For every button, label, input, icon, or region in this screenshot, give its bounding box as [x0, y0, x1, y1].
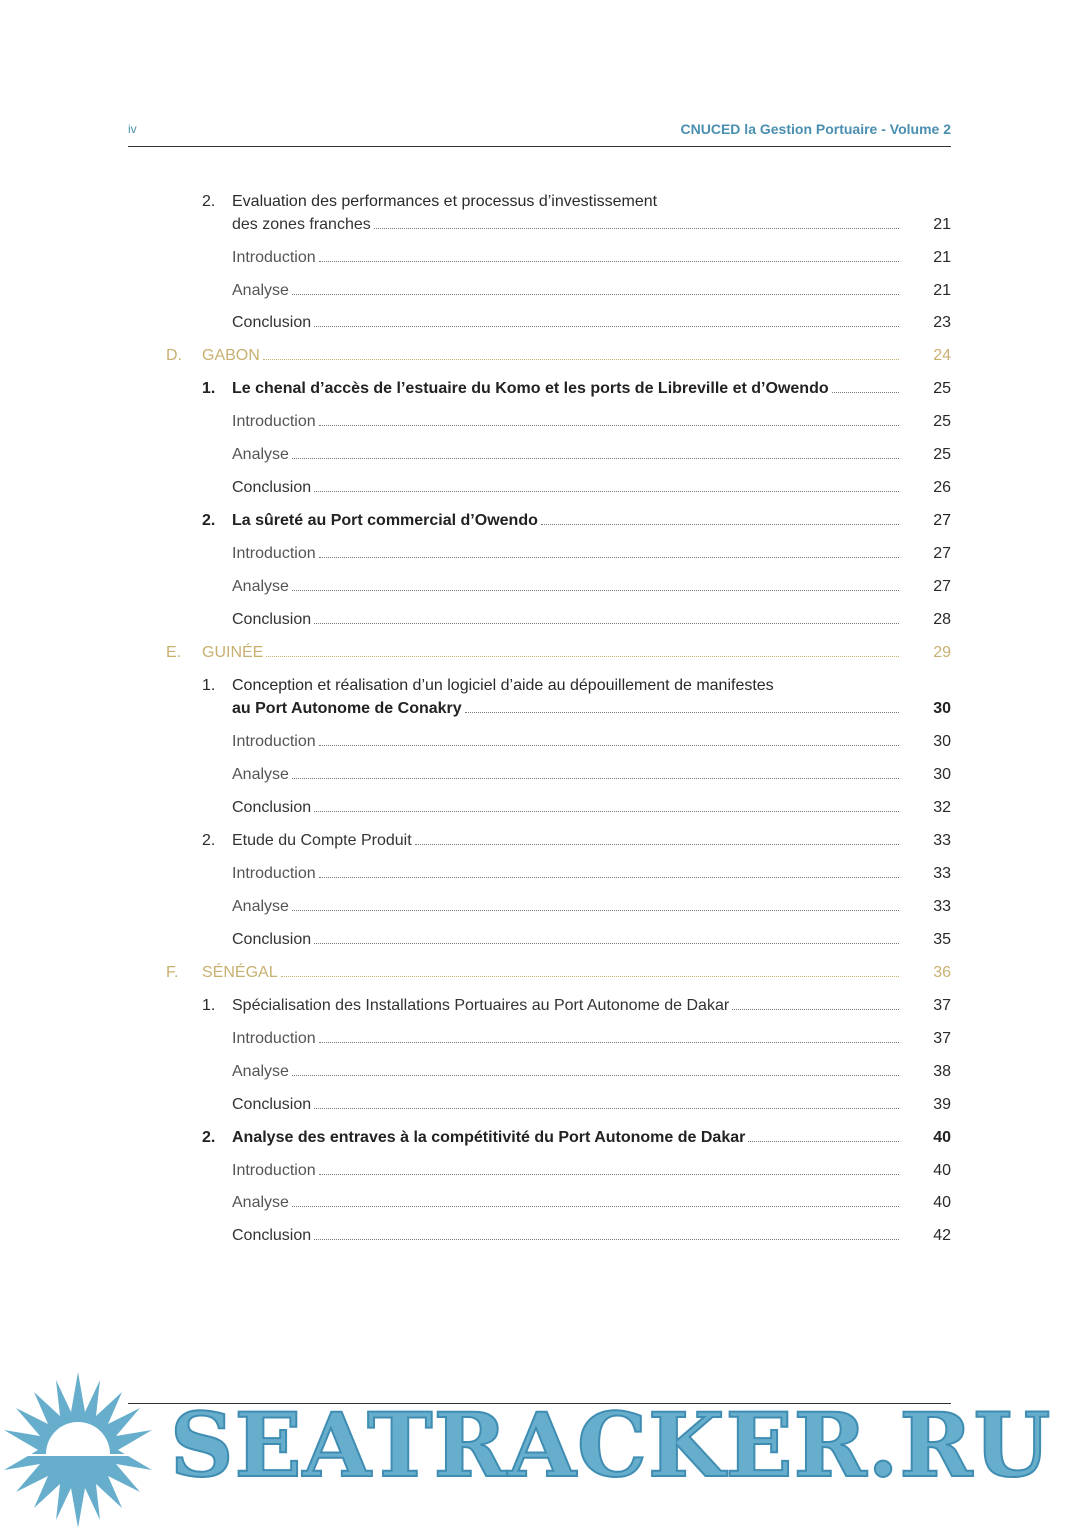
toc-subitem[interactable] [0, 1093, 1080, 1117]
page-header [128, 118, 951, 147]
toc-page-number: 42 [933, 1227, 951, 1244]
toc-page-number: 40 [933, 1194, 951, 1211]
toc-page-number: 35 [933, 931, 951, 948]
leader-dots [319, 557, 899, 558]
leader-dots [319, 425, 899, 426]
toc-subitem-title: Analyse [232, 575, 292, 599]
toc-page-number: 32 [933, 799, 951, 816]
toc-page-number: 27 [933, 545, 951, 562]
toc-subitem[interactable] [0, 542, 1080, 566]
toc-page-number: 39 [933, 1096, 951, 1113]
toc-page-number: 21 [933, 249, 951, 266]
toc-item[interactable] [0, 377, 1080, 401]
leader-dots [319, 745, 899, 746]
toc-section[interactable] [0, 344, 1080, 368]
toc-page-number: 33 [933, 832, 951, 849]
toc-subitem-title: Analyse [232, 895, 292, 919]
leader-dots [292, 458, 899, 459]
toc-item-number: 2. [202, 832, 216, 849]
toc-subitem[interactable] [0, 443, 1080, 467]
toc-subitem-title: Analyse [232, 279, 292, 303]
toc-page-number: 28 [933, 611, 951, 628]
toc-section-letter: F. [166, 964, 179, 981]
leader-dots [314, 1239, 899, 1240]
toc-page-number: 23 [933, 314, 951, 331]
leader-dots [732, 1009, 899, 1010]
running-title: CNUCED la Gestion Portuaire - Volume 2 [680, 121, 951, 137]
toc-item[interactable] [0, 509, 1080, 533]
toc-item-number: 1. [202, 380, 216, 397]
toc-subitem[interactable] [0, 575, 1080, 599]
leader-dots [292, 590, 899, 591]
toc-item-title: Etude du Compte Produit [232, 829, 415, 853]
toc-subitem[interactable] [0, 928, 1080, 952]
toc-item-title: au Port Autonome de Conakry [232, 697, 465, 721]
toc-subitem[interactable] [0, 1191, 1080, 1215]
toc-subitem-title: Analyse [232, 1191, 292, 1215]
toc-subitem-title: Conclusion [232, 928, 314, 952]
toc-item-title: Le chenal d’accès de l’estuaire du Komo et les ports de Libreville et d’Owendo [232, 377, 832, 401]
toc-subitem[interactable] [0, 1224, 1080, 1248]
toc-subitem[interactable] [0, 476, 1080, 500]
leader-dots [415, 844, 899, 845]
toc-item-title: Analyse des entraves à la compétitivité du Port Autonome de Dakar [232, 1126, 748, 1150]
page-number: iv [128, 122, 137, 136]
leader-dots [314, 811, 899, 812]
toc-page-number: 37 [933, 1030, 951, 1047]
leader-dots [748, 1141, 899, 1142]
toc-page-number: 38 [933, 1063, 951, 1080]
toc-item[interactable] [0, 994, 1080, 1018]
toc-subitem[interactable] [0, 730, 1080, 754]
leader-dots [374, 228, 899, 229]
leader-dots [292, 1075, 899, 1076]
leader-dots [266, 656, 899, 657]
toc-item-number: 2. [202, 193, 216, 210]
toc-item-number: 1. [202, 677, 216, 694]
toc-subitem[interactable] [0, 763, 1080, 787]
toc-subitem[interactable] [0, 862, 1080, 886]
toc-item-title: Spécialisation des Installations Portuaires au Port Autonome de Dakar [232, 994, 732, 1018]
toc-item-number: 2. [202, 1129, 216, 1146]
toc-page-number: 30 [933, 766, 951, 783]
leader-dots [319, 261, 899, 262]
toc-page-number: 25 [933, 446, 951, 463]
leader-dots [292, 778, 899, 779]
toc-subitem[interactable] [0, 410, 1080, 434]
leader-dots [292, 294, 899, 295]
toc-item-title-line1: Evaluation des performances et processus d’investissement [232, 193, 658, 210]
toc-subitem-title: Introduction [232, 862, 319, 886]
toc-subitem-title: Introduction [232, 730, 319, 754]
toc-page-number: 36 [933, 964, 951, 981]
leader-dots [292, 1206, 899, 1207]
toc-item-title-line1: Conception et réalisation d’un logiciel d’aide au dépouillement de manifestes [232, 677, 774, 694]
toc-subitem[interactable] [0, 608, 1080, 632]
toc-page-number: 30 [933, 733, 951, 750]
leader-dots [263, 359, 899, 360]
watermark-text: SEATRACKER.RU [170, 1393, 1052, 1497]
toc-page-number: 40 [933, 1129, 951, 1146]
toc-subitem-title: Introduction [232, 542, 319, 566]
leader-dots [314, 326, 899, 327]
toc-subitem-title: Analyse [232, 1060, 292, 1084]
toc-subitem-title: Introduction [232, 410, 319, 434]
toc-page-number: 40 [933, 1162, 951, 1179]
toc-item-title: des zones franches [232, 213, 374, 237]
toc-item[interactable] [0, 829, 1080, 853]
toc-section-title: GABON [202, 344, 263, 368]
leader-dots [314, 491, 899, 492]
toc-page-number: 27 [933, 512, 951, 529]
leader-dots [292, 910, 899, 911]
sun-icon [4, 1372, 152, 1527]
leader-dots [319, 877, 899, 878]
toc-subitem-title: Analyse [232, 763, 292, 787]
toc-subitem[interactable] [0, 1060, 1080, 1084]
toc-item-number: 2. [202, 512, 216, 529]
toc-subitem-title: Conclusion [232, 476, 314, 500]
toc-page-number: 25 [933, 413, 951, 430]
leader-dots [281, 976, 899, 977]
toc-subitem[interactable] [0, 1027, 1080, 1051]
toc-subitem-title: Introduction [232, 1027, 319, 1051]
leader-dots [465, 712, 899, 713]
toc-page-number: 37 [933, 997, 951, 1014]
toc-section-title: SÉNÉGAL [202, 961, 281, 985]
toc-subitem[interactable] [0, 279, 1080, 303]
leader-dots [314, 943, 899, 944]
toc-subitem-title: Introduction [232, 246, 319, 270]
toc-item-number: 1. [202, 997, 216, 1014]
toc-subitem-title: Conclusion [232, 796, 314, 820]
toc-page-number: 27 [933, 578, 951, 595]
toc-subitem[interactable] [0, 246, 1080, 270]
toc-page-number: 25 [933, 380, 951, 397]
leader-dots [319, 1042, 899, 1043]
toc-page-number: 21 [933, 282, 951, 299]
toc-subitem-title: Conclusion [232, 608, 314, 632]
toc-section-letter: D. [166, 347, 182, 364]
leader-dots [832, 392, 899, 393]
toc-item-title: La sûreté au Port commercial d’Owendo [232, 509, 541, 533]
toc-section[interactable] [0, 641, 1080, 665]
toc-page-number: 24 [933, 347, 951, 364]
toc-section[interactable] [0, 961, 1080, 985]
toc-section-letter: E. [166, 644, 182, 661]
toc-subitem[interactable] [0, 1159, 1080, 1183]
toc-subitem-title: Conclusion [232, 311, 314, 335]
leader-dots [314, 1108, 899, 1109]
toc-subitem-title: Conclusion [232, 1093, 314, 1117]
toc-section-title: GUINÉE [202, 641, 266, 665]
toc-subitem-title: Conclusion [232, 1224, 314, 1248]
toc-page-number: 30 [933, 700, 951, 717]
toc-subitem[interactable] [0, 796, 1080, 820]
toc-item[interactable] [0, 1126, 1080, 1150]
toc-item[interactable] [0, 677, 1080, 721]
toc-subitem[interactable] [0, 311, 1080, 335]
toc-item[interactable] [0, 193, 1080, 237]
toc-subitem-title: Analyse [232, 443, 292, 467]
toc-page-number: 33 [933, 898, 951, 915]
toc-page-number: 21 [933, 216, 951, 233]
toc-subitem-title: Introduction [232, 1159, 319, 1183]
toc-subitem[interactable] [0, 895, 1080, 919]
toc-page-number: 33 [933, 865, 951, 882]
leader-dots [319, 1174, 899, 1175]
toc-page-number: 29 [933, 644, 951, 661]
leader-dots [541, 524, 899, 525]
leader-dots [314, 623, 899, 624]
toc-page-number: 26 [933, 479, 951, 496]
